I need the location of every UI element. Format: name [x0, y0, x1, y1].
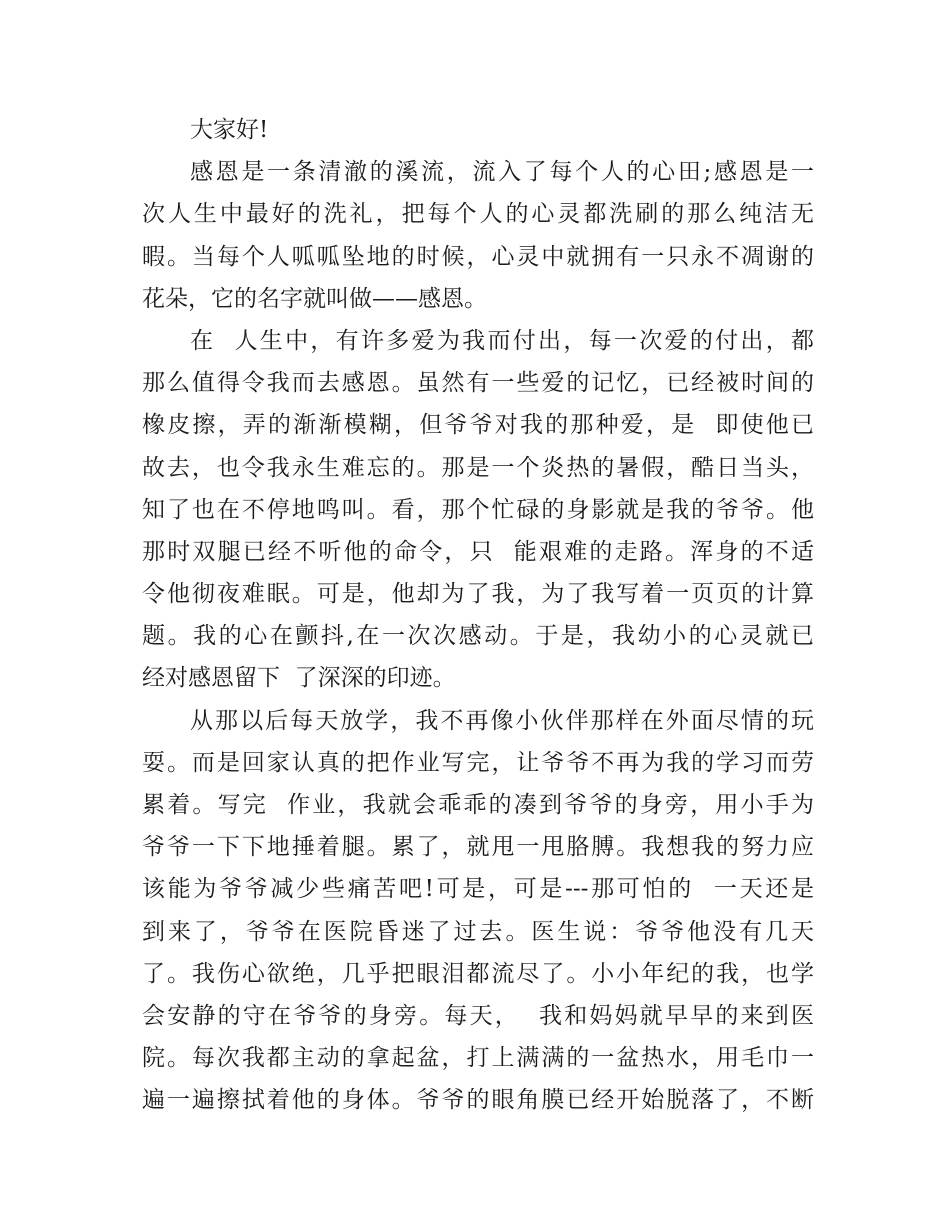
text-line: 那么值得令我而去感恩。虽然有一些爱的记忆，已经被时间的	[142, 370, 814, 397]
text-line: 橡皮擦，弄的渐渐模糊，但爷爷对我的那种爱，是 即使他已	[142, 412, 814, 439]
text-line: 大家好!	[190, 117, 269, 143]
text-line: 题。我的心在颤抖,在一次次感动。于是，我幼小的心灵就已	[142, 623, 814, 650]
text-line: 暇。当每个人呱呱坠地的时候，心灵中就拥有一只永不凋谢的	[142, 243, 814, 270]
text-line: 耍。而是回家认真的把作业写完，让爷爷不再为我的学习而劳	[142, 749, 814, 776]
text-line: 会安静的守在爷爷的身旁。每天， 我和妈妈就早早的来到医	[142, 1002, 814, 1029]
text-line: 感恩是一条清澈的溪流，流入了每个人的心田;感恩是一	[190, 159, 814, 186]
text-line: 了。我伤心欲绝，几乎把眼泪都流尽了。小小年纪的我，也学	[142, 960, 814, 987]
text-line: 令他彻夜难眠。可是，他却为了我，为了我写着一页页的计算	[142, 581, 814, 608]
text-line: 那时双腿已经不听他的命令，只 能艰难的走路。浑身的不适	[142, 538, 814, 565]
text-line: 知了也在不停地鸣叫。看，那个忙碌的身影就是我的爷爷。他	[142, 496, 814, 523]
document-body	[142, 109, 814, 1122]
text-line: 故去，也令我永生难忘的。那是一个炎热的暑假，酷日当头，	[142, 454, 814, 481]
text-line: 在 人生中，有许多爱为我而付出，每一次爱的付出，都	[190, 327, 814, 354]
text-line: 到来了，爷爷在医院昏迷了过去。医生说：爷爷他没有几天	[142, 918, 814, 945]
text-line: 院。每次我都主动的拿起盆，打上满满的一盆热水，用毛巾一	[142, 1045, 814, 1072]
text-line: 从那以后每天放学，我不再像小伙伴那样在外面尽情的玩	[190, 707, 814, 734]
text-line: 次人生中最好的洗礼，把每个人的心灵都洗刷的那么纯洁无	[142, 201, 814, 228]
text-line: 经对感恩留下 了深深的印迹。	[142, 665, 456, 692]
text-line: 累着。写完 作业，我就会乖乖的凑到爷爷的身旁，用小手为	[142, 792, 814, 818]
text-line: 遍一遍擦拭着他的身体。爷爷的眼角膜已经开始脱落了，不断	[142, 1087, 814, 1114]
text-line: 该能为爷爷减少些痛苦吧!可是，可是---那可怕的 一天还是	[142, 876, 814, 903]
text-line: 爷爷一下下地捶着腿。累了，就甩一甩胳膊。我想我的努力应	[142, 834, 814, 861]
text-line: 花朵，它的名字就叫做——感恩。	[142, 285, 487, 312]
